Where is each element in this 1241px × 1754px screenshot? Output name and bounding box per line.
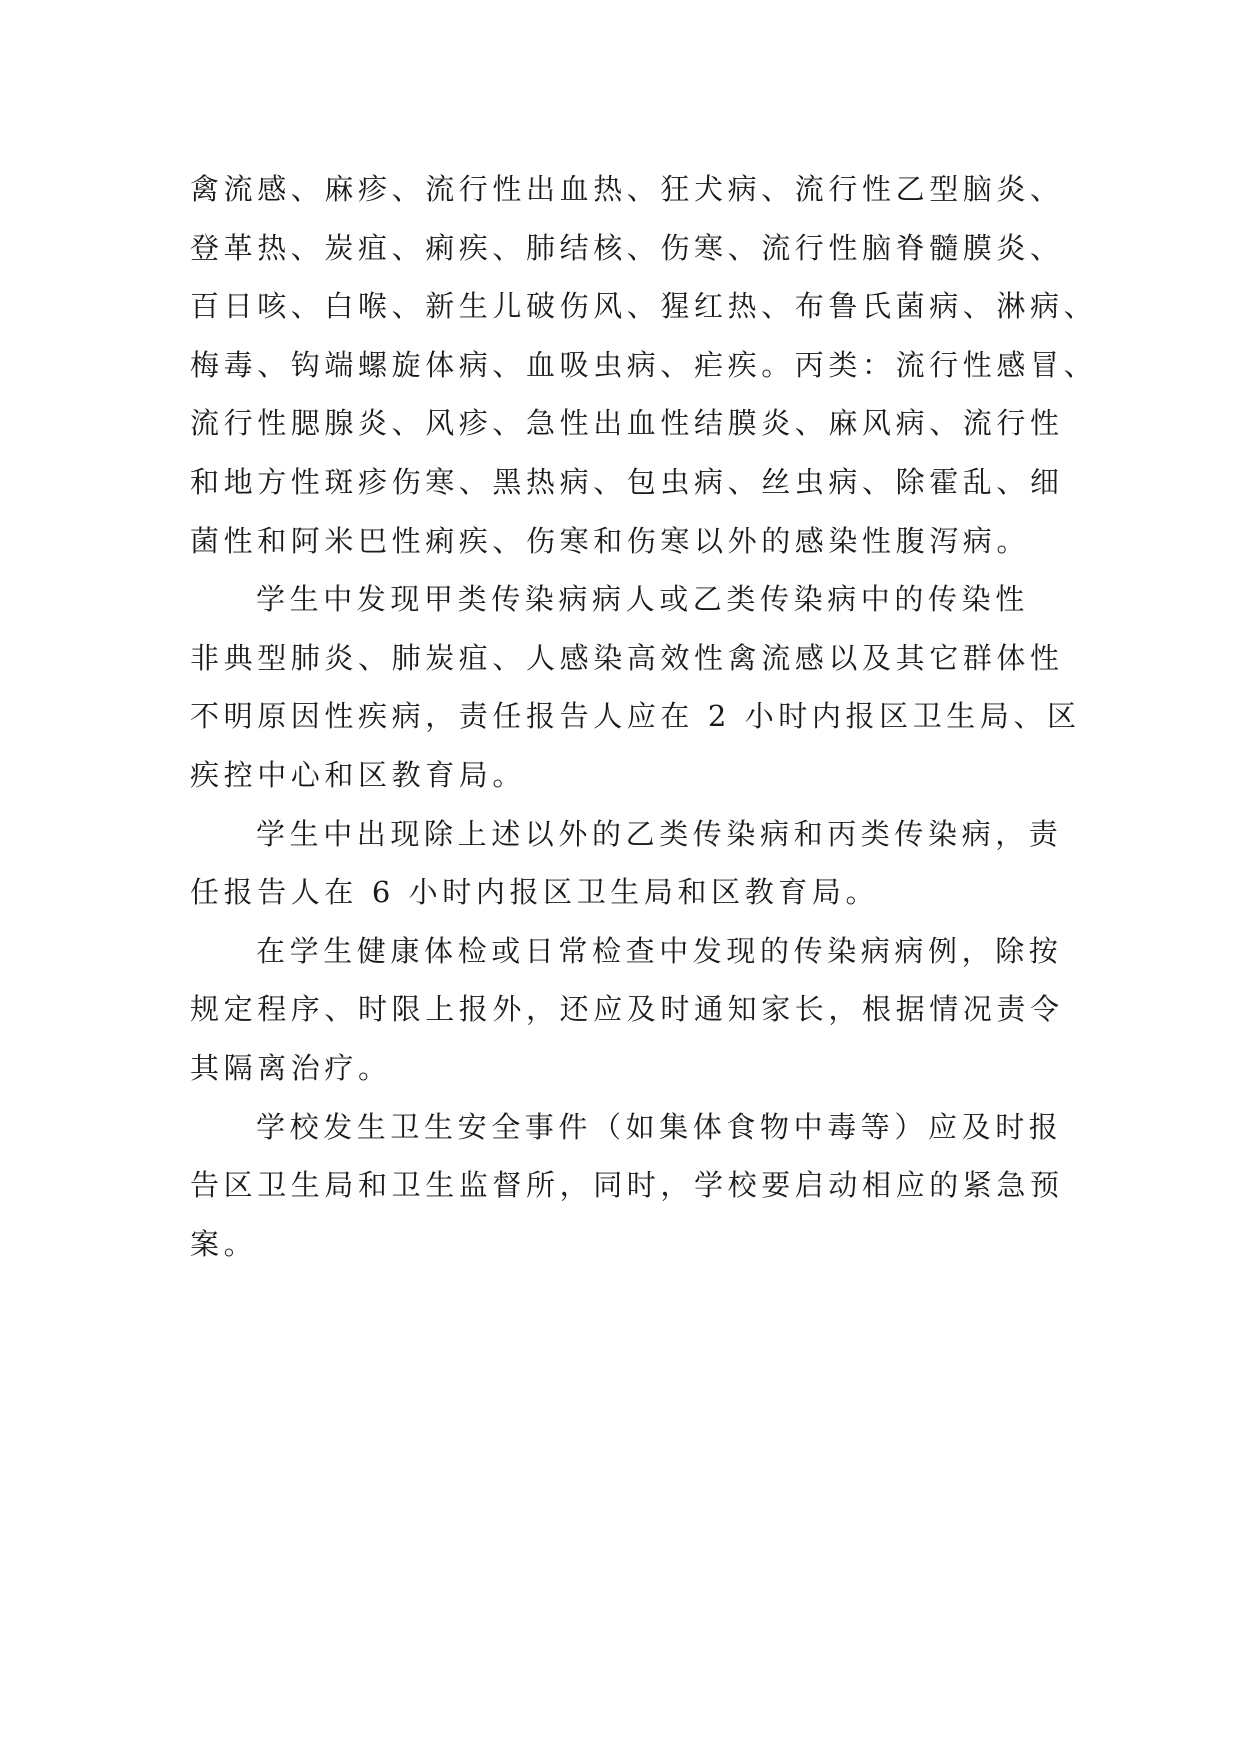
text-line: 菌性和阿米巴性痢疾、伤寒和伤寒以外的感染性腹泻病。 — [190, 523, 1031, 558]
paragraph-first-line: 学校发生卫生安全事件（如集体食物中毒等）应及时报 — [256, 1109, 1063, 1144]
text-line: 其隔离治疗。 — [190, 1050, 392, 1085]
text-line: 和地方性斑疹伤寒、黑热病、包虫病、丝虫病、除霍乱、细 — [190, 464, 1064, 499]
text-line: 流行性腮腺炎、风疹、急性出血性结膜炎、麻风病、流行性 — [190, 406, 1064, 441]
text-line: 规定程序、时限上报外，还应及时通知家长，根据情况责令 — [190, 992, 1064, 1027]
text-line: 禽流感、麻疹、流行性出血热、狂犬病、流行性乙型脑炎、 — [190, 172, 1064, 206]
text-line: 案。 — [190, 1226, 258, 1261]
text-line: 登革热、炭疽、痢疾、肺结核、伤寒、流行性脑脊髓膜炎、 — [190, 230, 1064, 265]
text-line: 任报告人在 6 小时内报区卫生局和区教育局。 — [190, 875, 880, 910]
document-body — [190, 160, 1098, 1273]
text-line: 告区卫生局和卫生监督所，同时，学校要启动相应的紧急预 — [190, 1168, 1064, 1203]
paragraph-first-line: 在学生健康体检或日常检查中发现的传染病病例，除按 — [256, 933, 1063, 968]
text-line: 百日咳、白喉、新生儿破伤风、猩红热、布鲁氏菌病、淋病、 — [190, 289, 1098, 324]
text-line: 非典型肺炎、肺炭疽、人感染高效性禽流感以及其它群体性 — [190, 640, 1064, 675]
paragraph-first-line: 学生中出现除上述以外的乙类传染病和丙类传染病，责 — [256, 816, 1063, 851]
text-line: 梅毒、钩端螺旋体病、血吸虫病、疟疾。丙类：流行性感冒、 — [190, 347, 1098, 382]
text-line: 不明原因性疾病，责任报告人应在 2 小时内报区卫生局、区 — [190, 699, 1081, 734]
paragraph-first-line: 学生中发现甲类传染病病人或乙类传染病中的传染性 — [256, 582, 1029, 617]
text-line: 疾控中心和区教育局。 — [190, 757, 527, 792]
